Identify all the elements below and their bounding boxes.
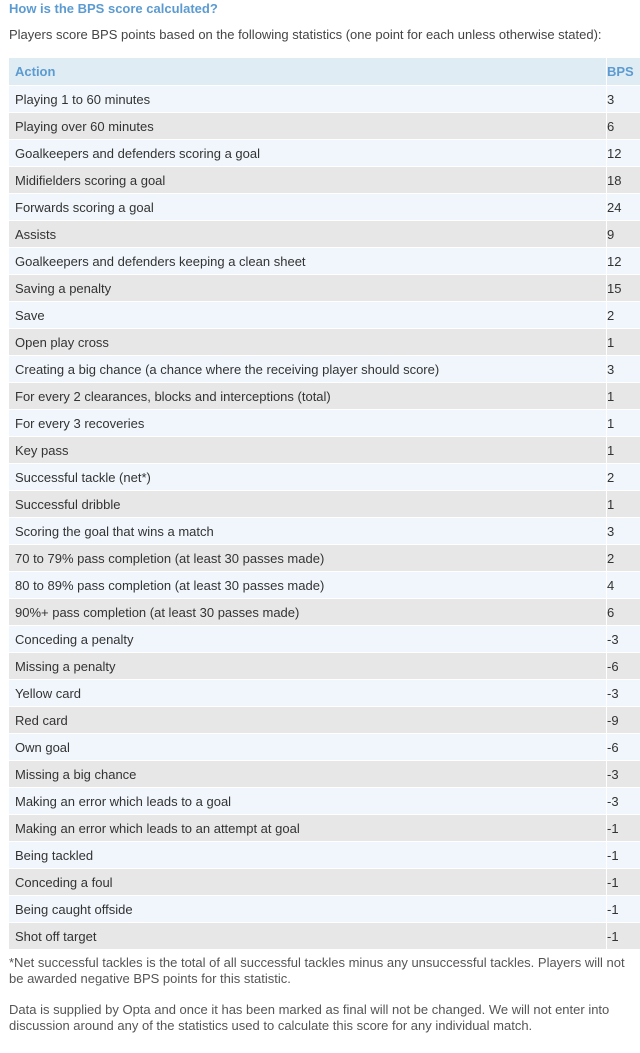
action-cell: Successful dribble xyxy=(9,491,607,518)
action-cell: Successful tackle (net*) xyxy=(9,464,607,491)
action-cell: Yellow card xyxy=(9,680,607,707)
table-row xyxy=(9,842,640,869)
bps-value-cell: 3 xyxy=(607,356,640,383)
bps-table xyxy=(9,58,640,950)
action-cell: For every 3 recoveries xyxy=(9,410,607,437)
table-row xyxy=(9,869,640,896)
table-row xyxy=(9,923,640,950)
table-row xyxy=(9,815,640,842)
table-row xyxy=(9,707,640,734)
table-row xyxy=(9,140,640,167)
table-row xyxy=(9,761,640,788)
footnote: *Net successful tackles is the total of all successful tackles minus any unsuccessful tackles. Players will not be awarded negative BPS points for this statistic. xyxy=(9,955,625,986)
bps-value-cell: -1 xyxy=(607,869,640,896)
bps-value-cell: 1 xyxy=(607,491,640,518)
action-cell: Being tackled xyxy=(9,842,607,869)
disclaimer: Data is supplied by Opta and once it has been marked as final will not be changed. We will not enter into discussion around any of the statistics used to calculate this score for any individual match. xyxy=(9,1002,610,1033)
action-cell: Red card xyxy=(9,707,607,734)
bps-value-cell: 3 xyxy=(607,86,640,113)
action-cell: Playing 1 to 60 minutes xyxy=(9,86,607,113)
bps-value-cell: 1 xyxy=(607,329,640,356)
action-cell: Playing over 60 minutes xyxy=(9,113,607,140)
bps-value-cell: 2 xyxy=(607,545,640,572)
table-row xyxy=(9,599,640,626)
table-row xyxy=(9,356,640,383)
action-cell: Midifielders scoring a goal xyxy=(9,167,607,194)
action-cell: Being caught offside xyxy=(9,896,607,923)
bps-value-cell: -3 xyxy=(607,788,640,815)
intro-text: Players score BPS points based on the following statistics (one point for each unless otherwise stated): xyxy=(9,27,602,42)
table-row xyxy=(9,734,640,761)
action-cell: Assists xyxy=(9,221,607,248)
bps-value-cell: 1 xyxy=(607,437,640,464)
bps-value-cell: 15 xyxy=(607,275,640,302)
table-body xyxy=(9,86,640,950)
table-row xyxy=(9,383,640,410)
table-row xyxy=(9,518,640,545)
table-row xyxy=(9,896,640,923)
action-cell: 70 to 79% pass completion (at least 30 passes made) xyxy=(9,545,607,572)
column-header-action: Action xyxy=(9,58,607,86)
bps-value-cell: -1 xyxy=(607,815,640,842)
table-row xyxy=(9,464,640,491)
action-cell: 90%+ pass completion (at least 30 passes made) xyxy=(9,599,607,626)
bps-value-cell: 9 xyxy=(607,221,640,248)
action-cell: Missing a penalty xyxy=(9,653,607,680)
bps-value-cell: 6 xyxy=(607,113,640,140)
column-header-bps-label: BPS xyxy=(607,64,634,79)
table-row xyxy=(9,626,640,653)
bps-value-cell: -3 xyxy=(607,680,640,707)
action-cell: 80 to 89% pass completion (at least 30 passes made) xyxy=(9,572,607,599)
action-cell: Shot off target xyxy=(9,923,607,950)
bps-value-cell: -1 xyxy=(607,896,640,923)
bps-value-cell: 6 xyxy=(607,599,640,626)
table-row xyxy=(9,545,640,572)
table-row xyxy=(9,788,640,815)
bps-value-cell: -6 xyxy=(607,734,640,761)
action-cell: Conceding a penalty xyxy=(9,626,607,653)
table-row xyxy=(9,86,640,113)
table-row xyxy=(9,167,640,194)
bps-value-cell: -1 xyxy=(607,923,640,950)
table-row xyxy=(9,680,640,707)
table-row xyxy=(9,437,640,464)
table-row xyxy=(9,329,640,356)
action-cell: Making an error which leads to an attempt at goal xyxy=(9,815,607,842)
bps-value-cell: 12 xyxy=(607,140,640,167)
bps-value-cell: -1 xyxy=(607,842,640,869)
column-header-bps xyxy=(607,58,640,86)
table-row xyxy=(9,491,640,518)
action-cell: Forwards scoring a goal xyxy=(9,194,607,221)
bps-value-cell: 1 xyxy=(607,410,640,437)
bps-value-cell: 24 xyxy=(607,194,640,221)
table-row xyxy=(9,410,640,437)
action-cell: For every 2 clearances, blocks and interceptions (total) xyxy=(9,383,607,410)
action-cell: Own goal xyxy=(9,734,607,761)
bps-value-cell: 3 xyxy=(607,518,640,545)
table-row xyxy=(9,302,640,329)
bps-value-cell: 2 xyxy=(607,302,640,329)
table-row xyxy=(9,221,640,248)
bps-value-cell: -3 xyxy=(607,761,640,788)
bps-value-cell: -3 xyxy=(607,626,640,653)
bps-value-cell: -9 xyxy=(607,707,640,734)
action-cell: Creating a big chance (a chance where the receiving player should score) xyxy=(9,356,607,383)
table-row xyxy=(9,194,640,221)
table-row xyxy=(9,275,640,302)
bps-value-cell: -6 xyxy=(607,653,640,680)
table-row xyxy=(9,572,640,599)
action-cell: Key pass xyxy=(9,437,607,464)
bps-value-cell: 12 xyxy=(607,248,640,275)
action-cell: Missing a big chance xyxy=(9,761,607,788)
table-header-row xyxy=(9,58,640,86)
action-cell: Conceding a foul xyxy=(9,869,607,896)
table-row xyxy=(9,653,640,680)
bps-value-cell: 18 xyxy=(607,167,640,194)
table-row xyxy=(9,248,640,275)
action-cell: Open play cross xyxy=(9,329,607,356)
action-cell: Making an error which leads to a goal xyxy=(9,788,607,815)
bps-value-cell: 2 xyxy=(607,464,640,491)
table-row xyxy=(9,113,640,140)
action-cell: Goalkeepers and defenders keeping a clean sheet xyxy=(9,248,607,275)
action-cell: Save xyxy=(9,302,607,329)
action-cell: Goalkeepers and defenders scoring a goal xyxy=(9,140,607,167)
bps-value-cell: 4 xyxy=(607,572,640,599)
action-cell: Scoring the goal that wins a match xyxy=(9,518,607,545)
bps-value-cell: 1 xyxy=(607,383,640,410)
page-title: How is the BPS score calculated? xyxy=(9,1,218,16)
action-cell: Saving a penalty xyxy=(9,275,607,302)
